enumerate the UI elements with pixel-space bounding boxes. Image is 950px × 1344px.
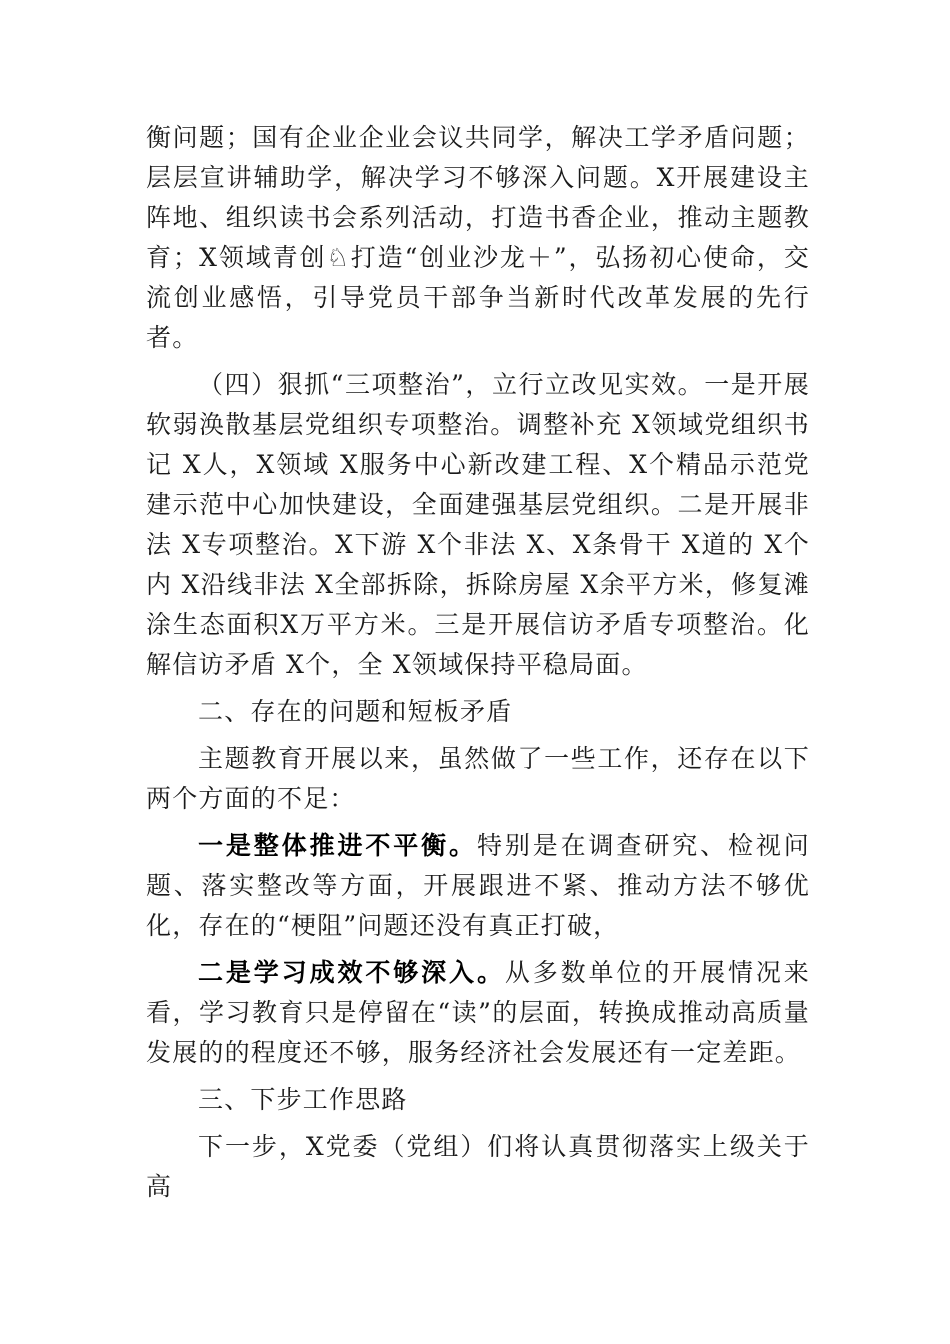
- paragraph-next-steps: [146, 1127, 810, 1207]
- paragraph-text: 衡问题；国有企业企业会议共同学，解决工学矛盾问题；层层宣讲辅助学，解决学习不够深入问题。X开展建设主阵地、组织读书会系列活动，打造书香企业，推动主题教育；X领域青创♘打造“创业沙龙＋”，弘扬初心使命，交流创业感悟，引导党员干部争当新时代改革发展的先行者。: [146, 123, 810, 352]
- paragraph-issue-two: [146, 953, 810, 1073]
- document-body: [146, 118, 810, 1214]
- paragraph-issue-one: [146, 826, 810, 946]
- heading-text: 三、下步工作思路: [198, 1085, 408, 1114]
- section-heading-next-steps: [146, 1080, 810, 1120]
- paragraph-text: 从多数单位的开展情况来看，学习教育只是停留在“读”的层面，转换成推动高质量发展的的程度还不够，服务经济社会发展还有一定差距。: [146, 958, 811, 1067]
- issue-one-lead: 一是整体推进不平衡。: [198, 831, 477, 860]
- paragraph-text: 主题教育开展以来，虽然做了一些工作，还存在以下两个方面的不足：: [146, 744, 810, 813]
- paragraph-text: 特别是在调查研究、检视问题、落实整改等方面，开展跟进不紧、推动方法不够优化，存在的“梗阻”问题还没有真正打破，: [146, 831, 810, 940]
- paragraph-shortcomings-intro: [146, 739, 810, 819]
- paragraph-three-rectifications: [146, 365, 810, 685]
- heading-text: 二、存在的问题和短板矛盾: [198, 697, 513, 726]
- paragraph-text: （四）狠抓“三项整治”，立行立改见实效。一是开展软弱涣散基层党组织专项整治。调整补充 X领域党组织书记 X人，X领域 X服务中心新改建工程、X个精品示范党建示范中心加快建设，全面建强基层党组织。二是开展非法 X专项整治。X下游 X个非法 X、X条骨干 X道的 X个内 X沿线非法 X全部拆除，拆除房屋 X余平方米，修复滩涂生态面积X万平方米。三是开展信访矛盾专项整治。化解信访矛盾 X个，全 X领域保持平稳局面。: [146, 370, 810, 679]
- section-heading-problems: [146, 692, 810, 732]
- paragraph-study-activities: [146, 118, 810, 358]
- paragraph-text: 下一步，X党委（党组）们将认真贯彻落实上级关于高: [146, 1132, 810, 1201]
- issue-two-lead: 二是学习成效不够深入。: [198, 958, 505, 987]
